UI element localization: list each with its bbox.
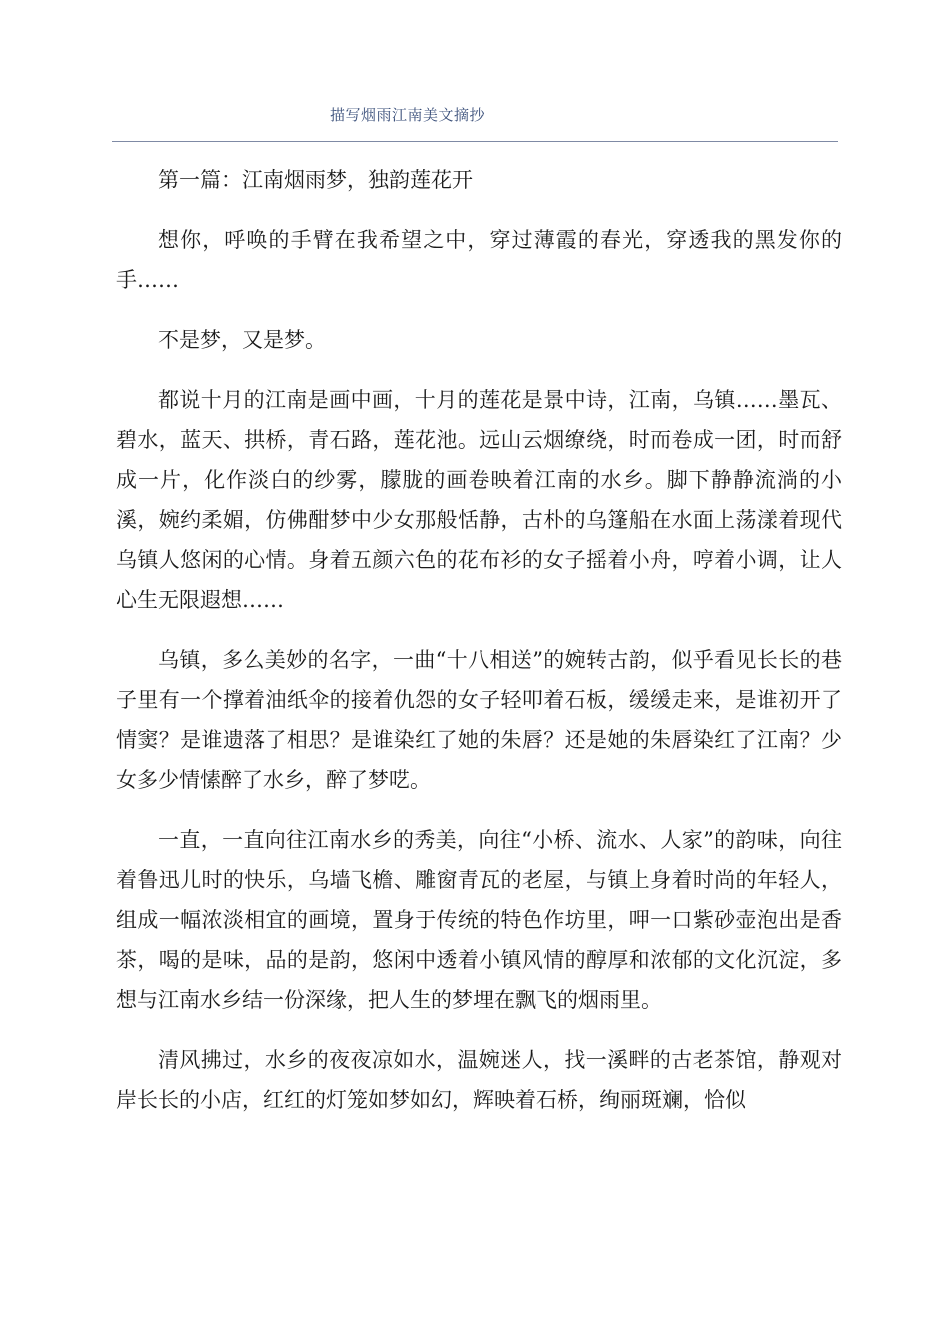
paragraph: 都说十月的江南是画中画，十月的莲花是景中诗，江南，乌镇……墨瓦、碧水，蓝天、拱桥，青石路，莲花池。远山云烟缭绕，时而卷成一团，时而舒成一片，化作淡白的纱雾，朦胧的画卷映着江南的水乡。脚下静静流淌的小溪，婉约柔媚，仿佛酣梦中少女那般恬静，古朴的乌篷船在水面上荡漾着现代乌镇人悠闲的心情。身着五颜六色的花布衫的女子摇着小舟，哼着小调，让人心生无限遐想…… <box>116 388 842 612</box>
section-title: 第一篇：江南烟雨梦，独韵莲花开 <box>158 168 473 192</box>
paragraph: 不是梦，又是梦。 <box>158 328 326 352</box>
header-divider <box>112 141 838 142</box>
paragraph: 一直，一直向往江南水乡的秀美，向往“小桥、流水、人家”的韵味，向往着鲁迅儿时的快乐，乌墙飞檐、雕窗青瓦的老屋，与镇上身着时尚的年轻人，组成一幅浓淡相宜的画境，置身于传统的特色作坊里，呷一口紫砂壶泡出是香茶，喝的是味，品的是韵，悠闲中透着小镇风情的醇厚和浓郁的文化沉淀，多想与江南水乡结一份深缘，把人生的梦埋在飘飞的烟雨里。 <box>116 828 842 1012</box>
page-header-title: 描写烟雨江南美文摘抄 <box>330 106 486 124</box>
article-body <box>116 160 842 1140</box>
paragraph: 想你，呼唤的手臂在我希望之中，穿过薄霞的春光，穿透我的黑发你的手…… <box>116 228 842 292</box>
paragraph: 乌镇，多么美妙的名字，一曲“十八相送”的婉转古韵，似乎看见长长的巷子里有一个撑着油纸伞的接着仇怨的女子轻叩着石板，缓缓走来，是谁初开了情窦？是谁遗落了相思？是谁染红了她的朱唇？还是她的朱唇染红了江南？少女多少情愫醉了水乡，醉了梦呓。 <box>116 648 842 792</box>
paragraph: 清风拂过，水乡的夜夜凉如水，温婉迷人，找一溪畔的古老茶馆，静观对岸长长的小店，红红的灯笼如梦如幻，辉映着石桥，绚丽斑斓，恰似 <box>116 1048 842 1112</box>
